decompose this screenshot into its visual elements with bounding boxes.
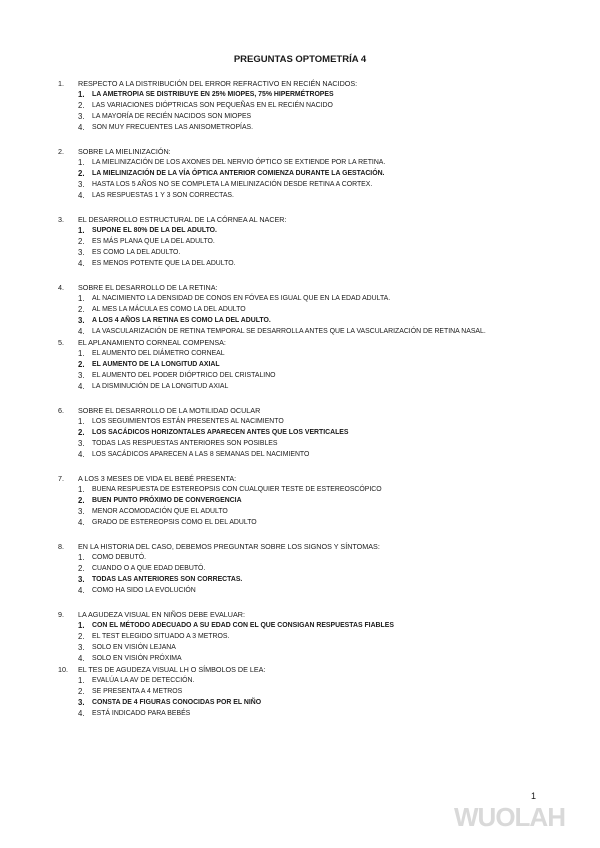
answer-option: [78, 157, 548, 168]
option-list: [58, 675, 548, 719]
question-text: SOBRE EL DESARROLLO DE LA MOTILIDAD OCULAR: [78, 406, 261, 415]
option-number: 3.: [78, 698, 85, 707]
option-number: 1.: [78, 90, 85, 99]
answer-option: [78, 111, 548, 122]
answer-option: [78, 370, 548, 381]
question-8: [58, 541, 548, 596]
option-text: LA DISMINUCIÓN DE LA LONGITUD AXIAL: [92, 383, 229, 390]
option-list: [58, 484, 548, 528]
option-number: 1.: [78, 417, 85, 426]
question-2: [58, 146, 548, 201]
answer-option: [78, 708, 548, 719]
question-number: 1.: [58, 79, 64, 88]
option-text: SON MUY FRECUENTES LAS ANISOMETROPÍAS.: [92, 124, 254, 131]
option-text: A LOS 4 AÑOS LA RETINA ES COMO LA DEL ADULTO.: [92, 317, 271, 324]
option-number: 1.: [78, 226, 85, 235]
option-text: EL AUMENTO DEL PODER DIÓPTRICO DEL CRISTALINO: [92, 372, 276, 379]
correct-answer-option: [78, 89, 548, 100]
option-number: 1.: [78, 553, 85, 562]
option-number: 2.: [78, 687, 85, 696]
question-text: EN LA HISTORIA DEL CASO, DEBEMOS PREGUNTAR SOBRE LOS SIGNOS Y SÍNTOMAS:: [78, 542, 380, 551]
option-text: LOS SACÁDICOS HORIZONTALES APARECEN ANTES QUE LOS VERTICALES: [92, 429, 349, 436]
option-number: 2.: [78, 428, 85, 437]
option-number: 1.: [78, 349, 85, 358]
option-text: AL NACIMIENTO LA DENSIDAD DE CONOS EN FÓVEA ES IGUAL QUE EN LA EDAD ADULTA.: [92, 295, 391, 302]
option-number: 4.: [78, 450, 85, 459]
wuolah-watermark-logo: WUOLAH: [454, 802, 565, 832]
option-text: CONSTA DE 4 FIGURAS CONOCIDAS POR EL NIÑO: [92, 699, 262, 706]
option-number: 2.: [78, 101, 85, 110]
question-text: EL APLANAMIENTO CORNEAL COMPENSA:: [78, 338, 226, 347]
answer-option: [78, 190, 548, 201]
answer-option: [78, 438, 548, 449]
option-text: ES MÁS PLANA QUE LA DEL ADULTO.: [92, 238, 215, 245]
question-number: 8.: [58, 542, 64, 551]
question-text: A LOS 3 MESES DE VIDA EL BEBÉ PRESENTA:: [78, 474, 237, 483]
option-text: LA MAYORÍA DE RECIÉN NACIDOS SON MIOPES: [92, 113, 252, 120]
correct-answer-option: [78, 620, 548, 631]
question-3: [58, 214, 548, 269]
option-number: 3.: [78, 112, 85, 121]
question-text: EL TES DE AGUDEZA VISUAL LH O SÍMBOLOS DE LEA:: [78, 665, 266, 674]
answer-option: [78, 585, 548, 596]
answer-option: [78, 675, 548, 686]
question-10: [58, 664, 548, 719]
option-text: BUEN PUNTO PRÓXIMO DE CONVERGENCIA: [92, 497, 242, 504]
question-7: [58, 473, 548, 528]
answer-option: [78, 293, 548, 304]
answer-option: [78, 179, 548, 190]
option-list: [58, 89, 548, 133]
correct-answer-option: [78, 495, 548, 506]
option-text: EL AUMENTO DE LA LONGITUD AXIAL: [92, 361, 220, 368]
option-number: 3.: [78, 248, 85, 257]
answer-option: [78, 247, 548, 258]
option-list: [58, 157, 548, 201]
option-text: LA VASCULARIZACIÓN DE RETINA TEMPORAL SE DESARROLLA ANTES QUE LA VASCULARIZACIÓN DE RETINA NASAL.: [92, 328, 486, 335]
answer-option: [78, 563, 548, 574]
option-number: 2.: [78, 496, 85, 505]
option-text: LOS SEGUIMIENTOS ESTÁN PRESENTES AL NACIMIENTO: [92, 418, 284, 425]
option-number: 4.: [78, 191, 85, 200]
question-text: EL DESARROLLO ESTRUCTURAL DE LA CÓRNEA AL NACER:: [78, 215, 287, 224]
correct-answer-option: [78, 574, 548, 585]
answer-option: [78, 449, 548, 460]
option-number: 4.: [78, 654, 85, 663]
option-number: 4.: [78, 709, 85, 718]
question-6: [58, 405, 548, 460]
correct-answer-option: [78, 168, 548, 179]
option-text: SOLO EN VISIÓN PRÓXIMA: [92, 655, 182, 662]
option-text: LOS SACÁDICOS APARECEN A LAS 8 SEMANAS DEL NACIMIENTO: [92, 451, 310, 458]
option-number: 2.: [78, 305, 85, 314]
answer-option: [78, 484, 548, 495]
correct-answer-option: [78, 225, 548, 236]
correct-answer-option: [78, 359, 548, 370]
question-text: LA AGUDEZA VISUAL EN NIÑOS DEBE EVALUAR:: [78, 610, 245, 619]
answer-option: [78, 381, 548, 392]
option-text: EVALÚA LA AV DE DETECCIÓN.: [92, 677, 195, 684]
correct-answer-option: [78, 427, 548, 438]
option-number: 3.: [78, 371, 85, 380]
answer-option: [78, 506, 548, 517]
option-text: GRADO DE ESTEREOPSIS COMO EL DEL ADULTO: [92, 519, 257, 526]
option-text: LAS RESPUESTAS 1 Y 3 SON CORRECTAS.: [92, 192, 234, 199]
question-text: SOBRE EL DESARROLLO DE LA RETINA:: [78, 283, 218, 292]
option-text: CUANDO O A QUE EDAD DEBUTÓ.: [92, 565, 206, 572]
option-list: [58, 293, 548, 337]
option-number: 4.: [78, 518, 85, 527]
option-number: 3.: [78, 643, 85, 652]
option-number: 3.: [78, 180, 85, 189]
question-1: [58, 78, 548, 133]
option-text: COMO HA SIDO LA EVOLUCIÓN: [92, 587, 196, 594]
option-list: [58, 620, 548, 664]
answer-option: [78, 416, 548, 427]
question-5: [58, 337, 548, 392]
option-number: 2.: [78, 564, 85, 573]
option-text: AL MES LA MÁCULA ES COMO LA DEL ADULTO: [92, 306, 246, 313]
option-number: 2.: [78, 237, 85, 246]
question-number: 2.: [58, 147, 64, 156]
answer-option: [78, 100, 548, 111]
question-number: 3.: [58, 215, 64, 224]
option-text: LA MIELINIZACIÓN DE LOS AXONES DEL NERVIO ÓPTICO SE EXTIENDE POR LA RETINA.: [92, 159, 386, 166]
option-text: EL TEST ELEGIDO SITUADO A 3 METROS.: [92, 633, 230, 640]
option-text: CON EL MÉTODO ADECUADO A SU EDAD CON EL QUE CONSIGAN RESPUESTAS FIABLES: [92, 622, 394, 629]
option-number: 3.: [78, 316, 85, 325]
option-text: MENOR ACOMODACIÓN QUE EL ADULTO: [92, 508, 228, 515]
option-list: [58, 348, 548, 392]
option-number: 3.: [78, 575, 85, 584]
option-number: 3.: [78, 507, 85, 516]
page-title: PREGUNTAS OPTOMETRÍA 4: [233, 54, 367, 65]
option-number: 2.: [78, 360, 85, 369]
question-text: RESPECTO A LA DISTRIBUCIÓN DEL ERROR REFRACTIVO EN RECIÉN NACIDOS:: [78, 79, 358, 88]
answer-option: [78, 653, 548, 664]
option-number: 1.: [78, 158, 85, 167]
option-number: 1.: [78, 676, 85, 685]
question-number: 7.: [58, 474, 64, 483]
answer-option: [78, 122, 548, 133]
option-text: HASTA LOS 5 AÑOS NO SE COMPLETA LA MIELINIZACIÓN DESDE RETINA A CORTEX.: [92, 181, 373, 188]
answer-option: [78, 258, 548, 269]
answer-option: [78, 686, 548, 697]
option-text: TODAS LAS ANTERIORES SON CORRECTAS.: [92, 576, 243, 583]
question-4: [58, 282, 548, 337]
answer-option: [78, 348, 548, 359]
answer-option: [78, 236, 548, 247]
option-text: SOLO EN VISIÓN LEJANA: [92, 644, 176, 651]
question-number: 4.: [58, 283, 64, 292]
option-list: [58, 225, 548, 269]
option-text: LAS VARIACIONES DIÓPTRICAS SON PEQUEÑAS EN EL RECIÉN NACIDO: [92, 102, 333, 109]
option-text: ES COMO LA DEL ADULTO.: [92, 249, 181, 256]
option-text: LA MIELINIZACIÓN DE LA VÍA ÓPTICA ANTERIOR COMIENZA DURANTE LA GESTACIÓN.: [92, 170, 385, 177]
option-text: EL AUMENTO DEL DIÁMETRO CORNEAL: [92, 350, 225, 357]
option-number: 4.: [78, 382, 85, 391]
answer-option: [78, 304, 548, 315]
option-list: [58, 416, 548, 460]
option-text: COMO DEBUTÓ.: [92, 554, 146, 561]
option-number: 1.: [78, 621, 85, 630]
question-9: [58, 609, 548, 664]
option-number: 2.: [78, 632, 85, 641]
option-text: ESTÁ INDICADO PARA BEBÉS: [92, 710, 191, 717]
answer-option: [78, 517, 548, 528]
answer-option: [78, 642, 548, 653]
page-number: 1: [531, 791, 537, 801]
option-text: ES MENOS POTENTE QUE LA DEL ADULTO.: [92, 260, 236, 267]
option-number: 2.: [78, 169, 85, 178]
correct-answer-option: [78, 697, 548, 708]
question-text: SOBRE LA MIELINIZACIÓN:: [78, 147, 171, 156]
option-text: TODAS LAS RESPUESTAS ANTERIORES SON POSIBLES: [92, 440, 278, 447]
option-text: LA AMETROPIA SE DISTRIBUYE EN 25% MIOPES, 75% HIPERMÉTROPES: [92, 91, 334, 98]
option-list: [58, 552, 548, 596]
answer-option: [78, 326, 548, 337]
option-number: 4.: [78, 259, 85, 268]
question-number: 9.: [58, 610, 64, 619]
answer-option: [78, 631, 548, 642]
correct-answer-option: [78, 315, 548, 326]
question-number: 6.: [58, 406, 64, 415]
option-text: SUPONE EL 80% DE LA DEL ADULTO.: [92, 227, 217, 234]
question-number: 10.: [58, 665, 68, 674]
option-number: 1.: [78, 294, 85, 303]
option-number: 4.: [78, 586, 85, 595]
option-number: 4.: [78, 327, 85, 336]
option-number: 3.: [78, 439, 85, 448]
option-number: 1.: [78, 485, 85, 494]
question-number: 5.: [58, 338, 64, 347]
answer-option: [78, 552, 548, 563]
option-text: BUENA RESPUESTA DE ESTEREOPSIS CON CUALQUIER TESTE DE ESTEREOSCÓPICO: [92, 486, 382, 493]
option-text: SE PRESENTA A 4 METROS: [92, 688, 183, 695]
question-list: [58, 78, 548, 719]
option-number: 4.: [78, 123, 85, 132]
